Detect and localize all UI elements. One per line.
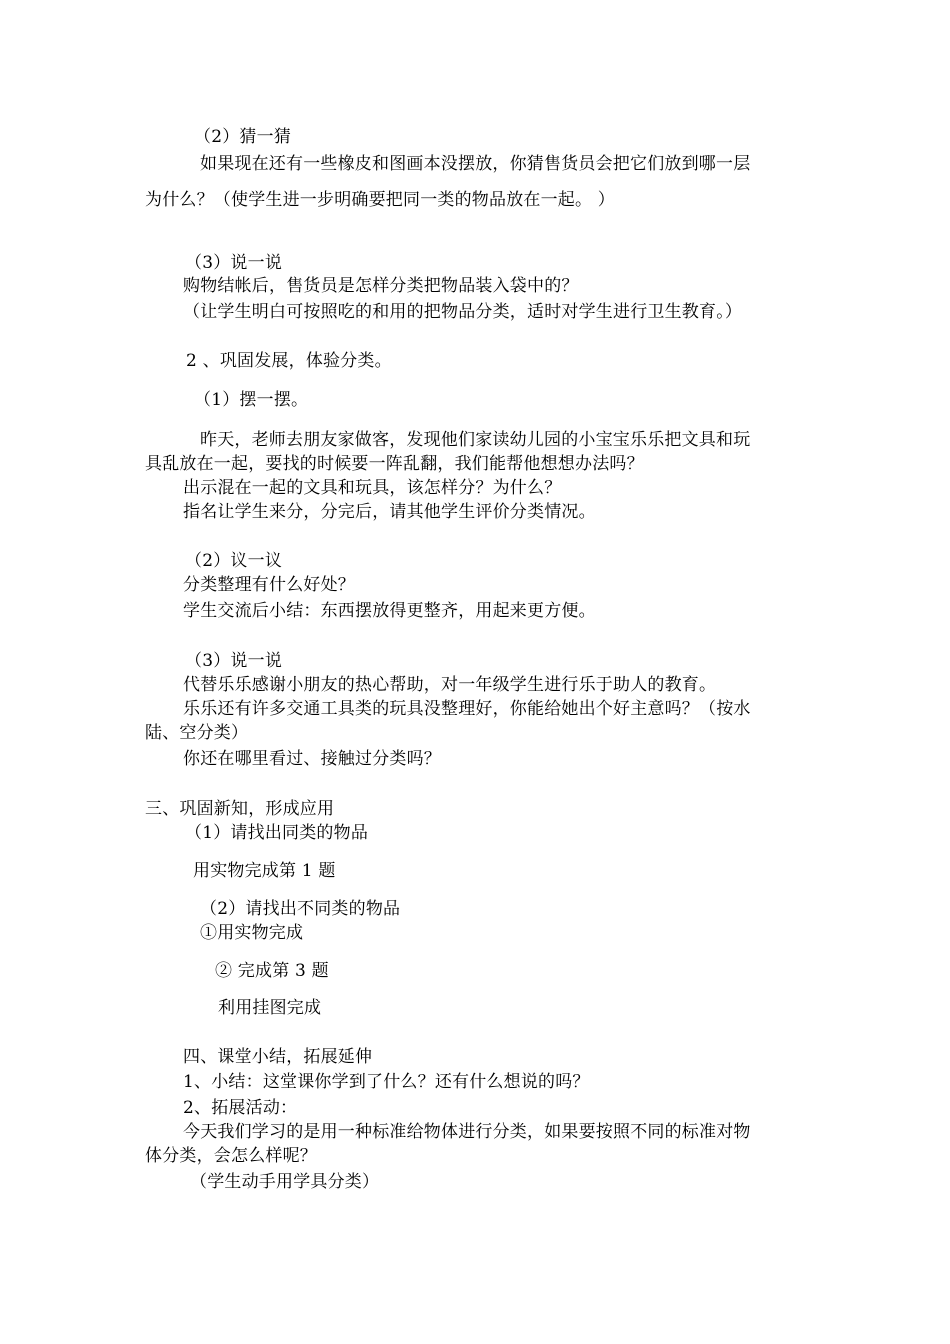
paragraph-line: 1、小结：这堂课你学到了什么？还有什么想说的吗？: [183, 1072, 590, 1092]
paragraph-line: 购物结帐后，售货员是怎样分类把物品装入袋中的？: [183, 276, 579, 296]
subheading-say: （3）说一说: [185, 253, 283, 273]
paragraph-line: （让学生明白可按照吃的和用的把物品分类，适时对学生进行卫生教育。）: [183, 302, 743, 322]
paragraph-line: 指名让学生来分，分完后，请其他学生评价分类情况。: [183, 502, 596, 522]
section-heading: 四、课堂小结，拓展延伸: [183, 1047, 373, 1067]
paragraph-line: 乐乐还有许多交通工具类的玩具没整理好，你能给她出个好主意吗？（按水: [183, 699, 751, 719]
paragraph-line: 代替乐乐感谢小朋友的热心帮助，对一年级学生进行乐于助人的教育。: [183, 675, 717, 695]
paragraph-line: 具乱放在一起，要找的时候要一阵乱翻，我们能帮他想想办法吗？: [145, 454, 644, 474]
paragraph-line: （学生动手用学具分类）: [190, 1172, 380, 1192]
subheading-find-different: （2）请找出不同类的物品: [200, 899, 401, 919]
subheading-arrange: （1）摆一摆。: [194, 390, 309, 410]
subheading-guess: （2）猜一猜: [194, 127, 292, 147]
paragraph-line: 如果现在还有一些橡皮和图画本没摆放，你猜售货员会把它们放到哪一层: [200, 154, 751, 174]
paragraph-line: 分类整理有什么好处？: [183, 575, 355, 595]
subheading-say: （3）说一说: [185, 651, 283, 671]
paragraph-line: 你还在哪里看过、接触过分类吗？: [183, 749, 441, 769]
paragraph-line: 为什么？（使学生进一步明确要把同一类的物品放在一起。 ）: [145, 190, 616, 210]
section-heading: 三、巩固新知，形成应用: [145, 799, 335, 819]
paragraph-line: 2、拓展活动：: [183, 1098, 298, 1118]
paragraph-line: ①用实物完成: [200, 923, 304, 943]
subheading-find-same: （1）请找出同类的物品: [185, 823, 369, 843]
paragraph-line: 用实物完成第 1 题: [193, 861, 336, 881]
subheading-discuss: （2）议一议: [185, 551, 283, 571]
paragraph-line: 利用挂图完成: [218, 998, 322, 1018]
paragraph-line: 昨天，老师去朋友家做客，发现他们家读幼儿园的小宝宝乐乐把文具和玩: [200, 430, 751, 450]
paragraph-line: 陆、空分类）: [145, 723, 249, 743]
paragraph-line: 出示混在一起的文具和玩具，该怎样分？为什么？: [183, 478, 562, 498]
section-heading: 2 、巩固发展，体验分类。: [186, 351, 392, 371]
paragraph-line: 学生交流后小结：东西摆放得更整齐，用起来更方便。: [183, 601, 596, 621]
paragraph-line: ② 完成第 3 题: [215, 961, 329, 981]
paragraph-line: 今天我们学习的是用一种标准给物体进行分类，如果要按照不同的标准对物: [183, 1122, 751, 1142]
paragraph-line: 体分类，会怎么样呢？: [145, 1146, 317, 1166]
